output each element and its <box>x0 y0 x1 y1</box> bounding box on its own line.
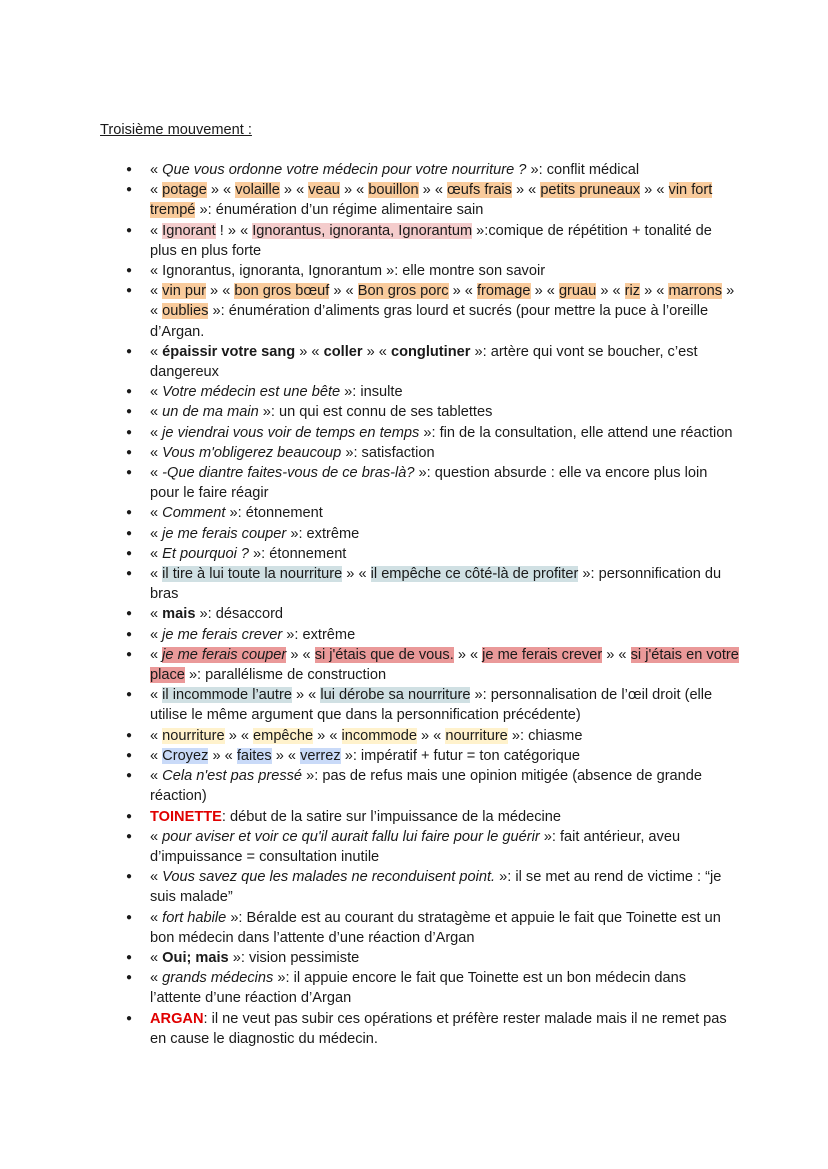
text-segment: conglutiner <box>390 343 471 360</box>
text-segment: » « <box>206 182 236 199</box>
text-segment: » « <box>448 283 477 300</box>
text-segment: « <box>150 525 163 542</box>
list-item <box>150 948 740 968</box>
text-segment: « <box>150 545 163 562</box>
text-segment: coller <box>323 343 363 360</box>
list-item <box>150 645 740 685</box>
text-segment: »: vision pessimiste <box>228 949 360 966</box>
list-item <box>150 423 740 443</box>
highlighted-text: si j'étais en votre place <box>150 646 739 684</box>
text-segment: Comment <box>162 505 226 522</box>
text-segment: « <box>150 343 163 360</box>
highlighted-text: il tire à lui toute la nourriture <box>162 566 343 583</box>
text-segment: » « <box>291 687 321 704</box>
text-segment: » « <box>205 283 235 300</box>
list-item <box>150 503 740 523</box>
text-segment: Que vous ordonne votre médecin pour votre nourriture ? <box>162 162 527 178</box>
text-segment: « <box>150 768 163 785</box>
text-segment: » « <box>596 283 625 300</box>
text-segment: « <box>150 606 163 623</box>
highlighted-text: empêche <box>253 727 314 744</box>
highlighted-text: oublies <box>162 303 209 320</box>
highlighted-text: il incommode l’autre <box>162 687 292 704</box>
list-item <box>150 342 740 382</box>
text-segment: » « <box>313 727 342 744</box>
text-segment: »: étonnement <box>225 505 323 522</box>
list-item <box>150 524 740 544</box>
text-segment: » « <box>362 343 391 360</box>
list-item <box>150 180 740 220</box>
list-item <box>150 908 740 948</box>
text-segment: »: question absurde : elle va encore plus loin pour le faire réagir <box>150 465 708 502</box>
text-segment: grands médecins <box>162 970 274 987</box>
text-segment: « <box>150 424 163 441</box>
text-segment: » « <box>329 283 358 300</box>
text-segment: »: il se met au rend de victime : “je suis malade” <box>150 869 722 906</box>
text-segment: »: étonnement <box>249 545 347 562</box>
text-segment: Vous m'obligerez beaucoup <box>162 444 342 461</box>
text-segment: »: fin de la consultation, elle attend une réaction <box>419 424 733 441</box>
list-item <box>150 160 740 180</box>
text-segment: je viendrai vous voir de temps en temps <box>162 424 420 441</box>
text-segment: -Que diantre faites-vous de ce bras-là? <box>162 465 415 482</box>
text-segment: « Ignorantus, ignoranta, Ignorantum »: elle montre son savoir <box>150 263 546 280</box>
text-segment: « <box>150 747 163 764</box>
text-segment: »:comique de répétition + tonalité de plus en plus forte <box>150 222 712 259</box>
text-segment: »: désaccord <box>195 606 284 623</box>
text-segment: « <box>150 182 163 199</box>
list-item <box>150 807 740 827</box>
text-segment: « <box>150 828 163 845</box>
list-item <box>150 402 740 422</box>
text-segment: »: conflit médical <box>526 162 640 178</box>
text-segment: » « <box>453 646 483 663</box>
highlighted-text: nourriture <box>162 727 225 744</box>
list-item <box>150 382 740 402</box>
list-item <box>150 221 740 261</box>
highlighted-text: gruau <box>558 283 597 300</box>
text-segment: »: il appuie encore le fait que Toinette est un bon médecin dans l’attente d’une réaction d’Argan <box>150 970 687 1007</box>
text-segment: » « <box>271 747 301 764</box>
notes-list <box>150 160 740 1049</box>
text-segment: Cela n'est pas pressé <box>162 768 303 785</box>
text-segment: « <box>150 909 163 926</box>
text-segment: » « <box>418 182 448 199</box>
text-segment: « <box>150 949 163 966</box>
highlighted-text: potage <box>162 182 207 199</box>
text-segment: » « <box>295 343 324 360</box>
highlighted-text: nourriture <box>445 727 508 744</box>
text-segment: fort habile <box>162 909 227 926</box>
text-segment: »: chiasme <box>507 727 583 744</box>
list-item <box>150 1009 740 1049</box>
list-item <box>150 443 740 463</box>
text-segment: Et pourquoi ? <box>162 545 249 562</box>
highlighted-text: TOINETTE <box>150 808 222 825</box>
text-segment: « <box>150 505 163 522</box>
text-segment: « <box>150 687 163 704</box>
text-segment: »: parallélisme de construction <box>184 667 387 684</box>
text-segment: « <box>150 404 163 421</box>
text-segment: « <box>150 727 163 744</box>
text-segment: ! » « <box>215 222 253 239</box>
highlighted-text: lui dérobe sa nourriture <box>320 687 471 704</box>
list-item <box>150 867 740 907</box>
highlighted-text: fromage <box>476 283 531 300</box>
list-item <box>150 261 740 281</box>
highlighted-text: Ignorant <box>162 222 216 239</box>
text-segment: pour aviser et voir ce qu'il aurait fallu lui faire pour le guérir <box>162 828 540 845</box>
text-segment: »: impératif + futur = ton catégorique <box>340 747 580 764</box>
section-title: Troisième mouvement : <box>100 122 252 138</box>
text-segment: » « <box>339 182 369 199</box>
text-segment: » « <box>279 182 309 199</box>
text-segment: » « <box>640 182 669 199</box>
highlighted-text: incommode <box>341 727 417 744</box>
text-segment: » « <box>416 727 446 744</box>
text-segment: » « <box>640 283 669 300</box>
list-item <box>150 463 740 503</box>
text-segment: je me ferais crever <box>162 626 283 643</box>
text-segment: mais <box>162 606 196 623</box>
highlighted-text: faites <box>236 747 272 764</box>
text-segment: un de ma main <box>162 404 259 421</box>
highlighted-text: veau <box>308 182 340 199</box>
text-segment: » « <box>342 566 371 583</box>
text-segment: » « <box>286 646 315 663</box>
list-item <box>150 746 740 766</box>
text-segment: « <box>150 222 163 239</box>
highlighted-text: je me ferais crever <box>482 646 603 663</box>
list-item <box>150 281 740 342</box>
text-segment: » « <box>530 283 559 300</box>
text-segment: »: fait antérieur, aveu d’impuissance = consultation inutile <box>150 828 681 865</box>
list-item <box>150 766 740 806</box>
highlighted-text: bouillon <box>368 182 419 199</box>
list-item <box>150 604 740 624</box>
text-segment: »: extrême <box>282 626 356 643</box>
highlighted-text: Bon gros porc <box>357 283 449 300</box>
text-segment: « <box>150 869 163 886</box>
text-segment: »: personnification du bras <box>150 566 722 603</box>
text-segment: » « <box>511 182 541 199</box>
highlighted-text: marrons <box>668 283 723 300</box>
text-segment: » « <box>602 646 631 663</box>
text-segment: »: Béralde est au courant du stratagème et appuie le fait que Toinette est un bon médecin dans l’attente d’une réaction d’Argan <box>150 909 721 946</box>
text-segment: « <box>150 283 163 300</box>
text-segment: : il ne veut pas subir ces opérations et préfère rester malade mais il ne remet pas en cause le diagnostic du médecin. <box>150 1010 727 1047</box>
highlighted-text: œufs frais <box>447 182 512 199</box>
highlighted-text: vin fort trempé <box>150 182 713 219</box>
text-segment: »: personnalisation de l’œil droit (elle utilise le même argument que dans la personnification précédente) <box>150 687 713 724</box>
highlighted-text: verrez <box>300 747 341 764</box>
text-segment: « <box>150 465 163 482</box>
text-segment: »: satisfaction <box>341 444 435 461</box>
list-item <box>150 726 740 746</box>
text-segment: je me ferais couper <box>162 525 287 542</box>
highlighted-text: si j'étais que de vous. <box>314 646 454 663</box>
highlighted-text: Croyez <box>162 747 209 764</box>
text-segment: Vous savez que les malades ne reconduisent point. <box>162 869 496 886</box>
list-item <box>150 827 740 867</box>
text-segment: »: énumération d’aliments gras lourd et sucrés (pour mettre la puce à l’oreille d’Argan. <box>150 303 709 340</box>
text-segment: « <box>150 566 163 583</box>
text-segment: « <box>150 162 163 178</box>
text-segment: » « <box>208 747 237 764</box>
text-segment: »: énumération d’un régime alimentaire sain <box>195 202 484 219</box>
highlighted-text: vin pur <box>162 283 206 300</box>
text-segment: « <box>150 626 163 643</box>
text-segment: « <box>150 384 163 401</box>
highlighted-text: riz <box>624 283 641 300</box>
text-segment: « <box>150 646 163 663</box>
text-segment: Votre médecin est une bête <box>162 384 341 401</box>
list-item <box>150 564 740 604</box>
highlighted-text: bon gros bœuf <box>234 283 330 300</box>
text-segment: Oui; mais <box>162 949 229 966</box>
text-segment: »: un qui est connu de ses tablettes <box>258 404 493 421</box>
text-segment: »: insulte <box>340 384 403 401</box>
highlighted-text: volaille <box>235 182 280 199</box>
highlighted-text: je me ferais couper <box>162 646 287 663</box>
text-segment: épaissir votre sang <box>162 343 296 360</box>
text-segment: » « <box>224 727 254 744</box>
highlighted-text: petits pruneaux <box>540 182 641 199</box>
list-item <box>150 544 740 564</box>
highlighted-text: il empêche ce côté-là de profiter <box>370 566 579 583</box>
text-segment: »: pas de refus mais une opinion mitigée (absence de grande réaction) <box>150 768 703 805</box>
text-segment: »: extrême <box>286 525 360 542</box>
text-segment: »: artère qui vont se boucher, c’est dangereux <box>150 343 698 381</box>
text-segment: » « <box>150 283 735 320</box>
text-segment: : début de la satire sur l’impuissance de la médecine <box>221 808 561 825</box>
text-segment: « <box>150 444 163 461</box>
list-item <box>150 968 740 1008</box>
highlighted-text: ARGAN <box>150 1010 204 1027</box>
list-item <box>150 685 740 725</box>
text-segment: « <box>150 970 163 987</box>
list-item <box>150 625 740 645</box>
highlighted-text: Ignorantus, ignoranta, Ignorantum <box>252 222 473 239</box>
